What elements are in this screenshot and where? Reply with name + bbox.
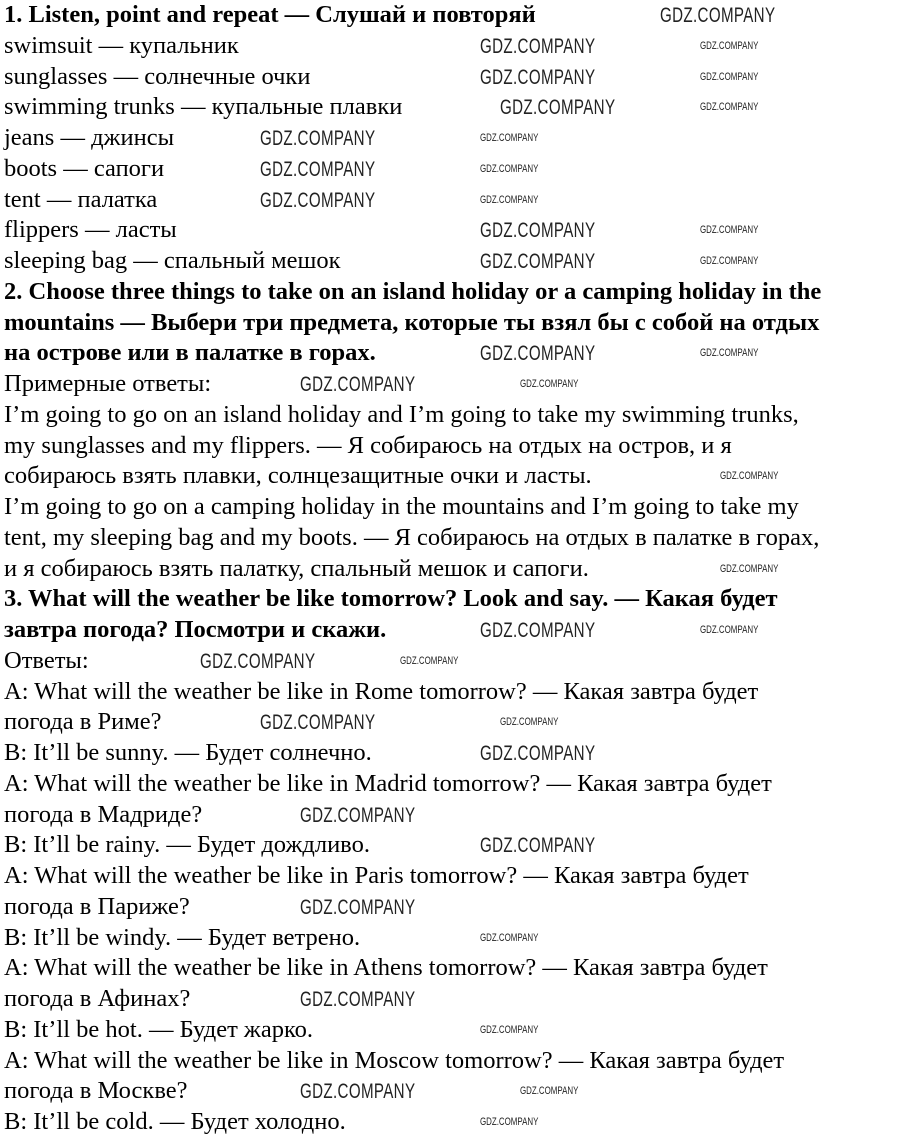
watermark: GDZ.COMPANY <box>300 1080 416 1104</box>
heading-line: mountains — Выбери три предмета, которые ты взял бы с собой на отдых <box>4 308 820 336</box>
watermark: GDZ.COMPANY <box>480 250 596 273</box>
watermark: GDZ.COMPANY <box>660 4 776 27</box>
text-line: Ответы: <box>4 646 89 674</box>
watermark: GDZ.COMPANY <box>300 803 416 827</box>
text-line: I’m going to go on an island holiday and I’m going to take my swimming trunks, <box>4 400 799 428</box>
text-line: A: What will the weather be like in Madrid tomorrow? — Какая завтра будет <box>4 769 772 797</box>
text-line: my sunglasses and my flippers. — Я собираюсь на отдых на остров, и я <box>4 431 732 459</box>
watermark: GDZ.COMPANY <box>720 562 779 575</box>
text-line: sleeping bag — спальный мешок <box>4 247 341 274</box>
text-line: swimming trunks — купальные плавки <box>4 93 403 121</box>
text-line: B: It’ll be cold. — Будет холодно. <box>4 1108 346 1135</box>
watermark: GDZ.COMPANY <box>480 1116 539 1128</box>
watermark: GDZ.COMPANY <box>400 654 459 667</box>
watermark: GDZ.COMPANY <box>480 65 596 89</box>
watermark: GDZ.COMPANY <box>720 470 779 483</box>
watermark: GDZ.COMPANY <box>480 1023 539 1036</box>
watermark: GDZ.COMPANY <box>700 624 759 636</box>
text-line: собираюсь взять плавки, солнцезащитные очки и ласты. <box>4 462 592 490</box>
text-line: погода в Париже? <box>4 892 190 920</box>
watermark: GDZ.COMPANY <box>700 255 759 267</box>
watermark: GDZ.COMPANY <box>700 101 759 114</box>
text-line: B: It’ll be rainy. — Будет дождливо. <box>4 831 370 859</box>
text-line: B: It’ll be hot. — Будет жарко. <box>4 1015 313 1043</box>
watermark: GDZ.COMPANY <box>520 378 579 390</box>
watermark: GDZ.COMPANY <box>260 711 376 735</box>
watermark: GDZ.COMPANY <box>480 619 596 642</box>
heading-line: на острове или в палатке в горах. <box>4 339 376 367</box>
heading-line: 1. Listen, point and repeat — Слушай и повторяй <box>4 1 536 28</box>
watermark: GDZ.COMPANY <box>480 931 539 944</box>
text-line: B: It’ll be windy. — Будет ветрено. <box>4 923 361 951</box>
text-line: погода в Риме? <box>4 708 162 736</box>
text-line: A: What will the weather be like in Paris tomorrow? — Какая завтра будет <box>4 862 749 889</box>
watermark: GDZ.COMPANY <box>260 127 376 150</box>
watermark: GDZ.COMPANY <box>480 162 539 175</box>
watermark: GDZ.COMPANY <box>700 39 759 52</box>
watermark: GDZ.COMPANY <box>200 649 316 673</box>
watermark: GDZ.COMPANY <box>700 347 759 360</box>
text-line: flippers — ласты <box>4 216 177 244</box>
text-line: tent, my sleeping bag and my boots. — Я собираюсь на отдых в палатке в горах, <box>4 523 820 551</box>
watermark: GDZ.COMPANY <box>700 70 759 83</box>
watermark: GDZ.COMPANY <box>300 988 416 1011</box>
watermark: GDZ.COMPANY <box>260 188 376 212</box>
text-line: погода в Мадриде? <box>4 800 203 828</box>
watermark: GDZ.COMPANY <box>260 157 376 181</box>
watermark: GDZ.COMPANY <box>480 219 596 243</box>
text-line: jeans — джинсы <box>4 124 175 151</box>
watermark: GDZ.COMPANY <box>480 742 596 765</box>
watermark: GDZ.COMPANY <box>480 34 596 58</box>
text-line: swimsuit — купальник <box>4 31 239 59</box>
heading-line: 3. What will the weather be like tomorrow? Look and say. — Какая будет <box>4 585 778 613</box>
text-line: Примерные ответы: <box>4 370 212 397</box>
watermark: GDZ.COMPANY <box>520 1085 579 1098</box>
watermark: GDZ.COMPANY <box>500 96 616 120</box>
watermark: GDZ.COMPANY <box>480 132 539 144</box>
watermark: GDZ.COMPANY <box>480 193 539 206</box>
text-line: I’m going to go on a camping holiday in the mountains and I’m going to take my <box>4 493 799 520</box>
text-line: погода в Москве? <box>4 1077 188 1105</box>
text-line: tent — палатка <box>4 185 158 213</box>
watermark: GDZ.COMPANY <box>700 224 759 237</box>
text-line: и я собираюсь взять палатку, спальный мешок и сапоги. <box>4 554 589 582</box>
document-body <box>4 0 821 1138</box>
text-line: B: It’ll be sunny. — Будет солнечно. <box>4 739 372 766</box>
watermark: GDZ.COMPANY <box>480 834 596 858</box>
heading-line: 2. Choose three things to take on an island holiday or a camping holiday in the <box>4 277 822 305</box>
text-line: A: What will the weather be like in Moscow tomorrow? — Какая завтра будет <box>4 1046 785 1074</box>
text-line: boots — сапоги <box>4 154 165 182</box>
text-line: sunglasses — солнечные очки <box>4 62 311 90</box>
text-line: погода в Афинах? <box>4 985 191 1012</box>
watermark: GDZ.COMPANY <box>480 342 596 366</box>
watermark: GDZ.COMPANY <box>300 895 416 919</box>
watermark: GDZ.COMPANY <box>300 373 416 396</box>
text-line: A: What will the weather be like in Athens tomorrow? — Какая завтра будет <box>4 954 768 982</box>
heading-line: завтра погода? Посмотри и скажи. <box>4 616 387 643</box>
watermark: GDZ.COMPANY <box>500 716 559 729</box>
text-line: A: What will the weather be like in Rome tomorrow? — Какая завтра будет <box>4 677 759 705</box>
